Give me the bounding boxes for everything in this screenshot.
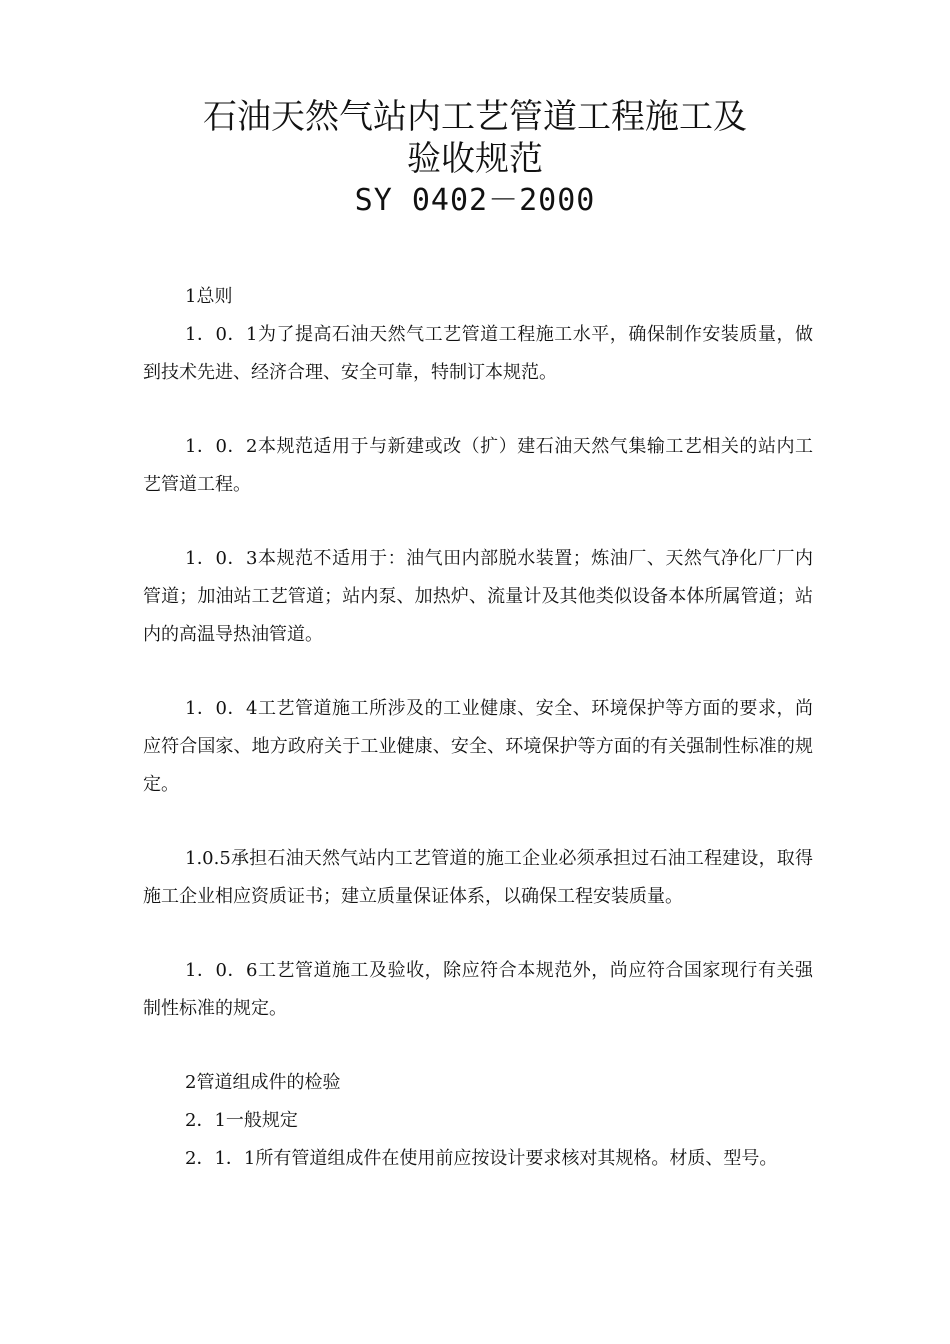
clause-1-0-5: 1.0.5承担石油天然气站内工艺管道的施工企业必须承担过石油工程建设，取得施工企业相应资质证书；建立质量保证体系，以确保工程安装质量。 [143, 848, 813, 907]
clause-1-0-1: 1．0．1为了提高石油天然气工艺管道工程施工水平，确保制作安装质量，做到技术先进、经济合理、安全可靠，特制订本规范。 [143, 324, 813, 383]
standard-code: SY 0402－2000 [354, 183, 596, 218]
section-1-heading: 1总则 [185, 286, 233, 307]
clause-1-0-6: 1．0．6工艺管道施工及验收，除应符合本规范外，尚应符合国家现行有关强制性标准的规定。 [143, 960, 813, 1019]
document-title-block [0, 96, 950, 222]
document-title-line-2: 验收规范 [407, 139, 543, 179]
clause-1-0-2: 1．0．2本规范适用于与新建或改（扩）建石油天然气集输工艺相关的站内工艺管道工程。 [143, 436, 813, 495]
document-body [143, 278, 813, 1178]
clause-1-0-3: 1．0．3本规范不适用于：油气田内部脱水装置；炼油厂、天然气净化厂厂内管道；加油站工艺管道；站内泵、加热炉、流量计及其他类似设备本体所属管道；站内的高温导热油管道。 [143, 548, 813, 645]
clause-1-0-4: 1．0．4工艺管道施工所涉及的工业健康、安全、环境保护等方面的要求，尚应符合国家、地方政府关于工业健康、安全、环境保护等方面的有关强制性标准的规定。 [143, 698, 813, 795]
document-title-line-1: 石油天然气站内工艺管道工程施工及 [203, 97, 747, 137]
clause-2-1-1: 2．1．1所有管道组成件在使用前应按设计要求核对其规格。材质、型号。 [185, 1148, 778, 1169]
section-2-1-heading: 2．1一般规定 [185, 1110, 298, 1131]
section-2-heading: 2管道组成件的检验 [185, 1072, 341, 1093]
